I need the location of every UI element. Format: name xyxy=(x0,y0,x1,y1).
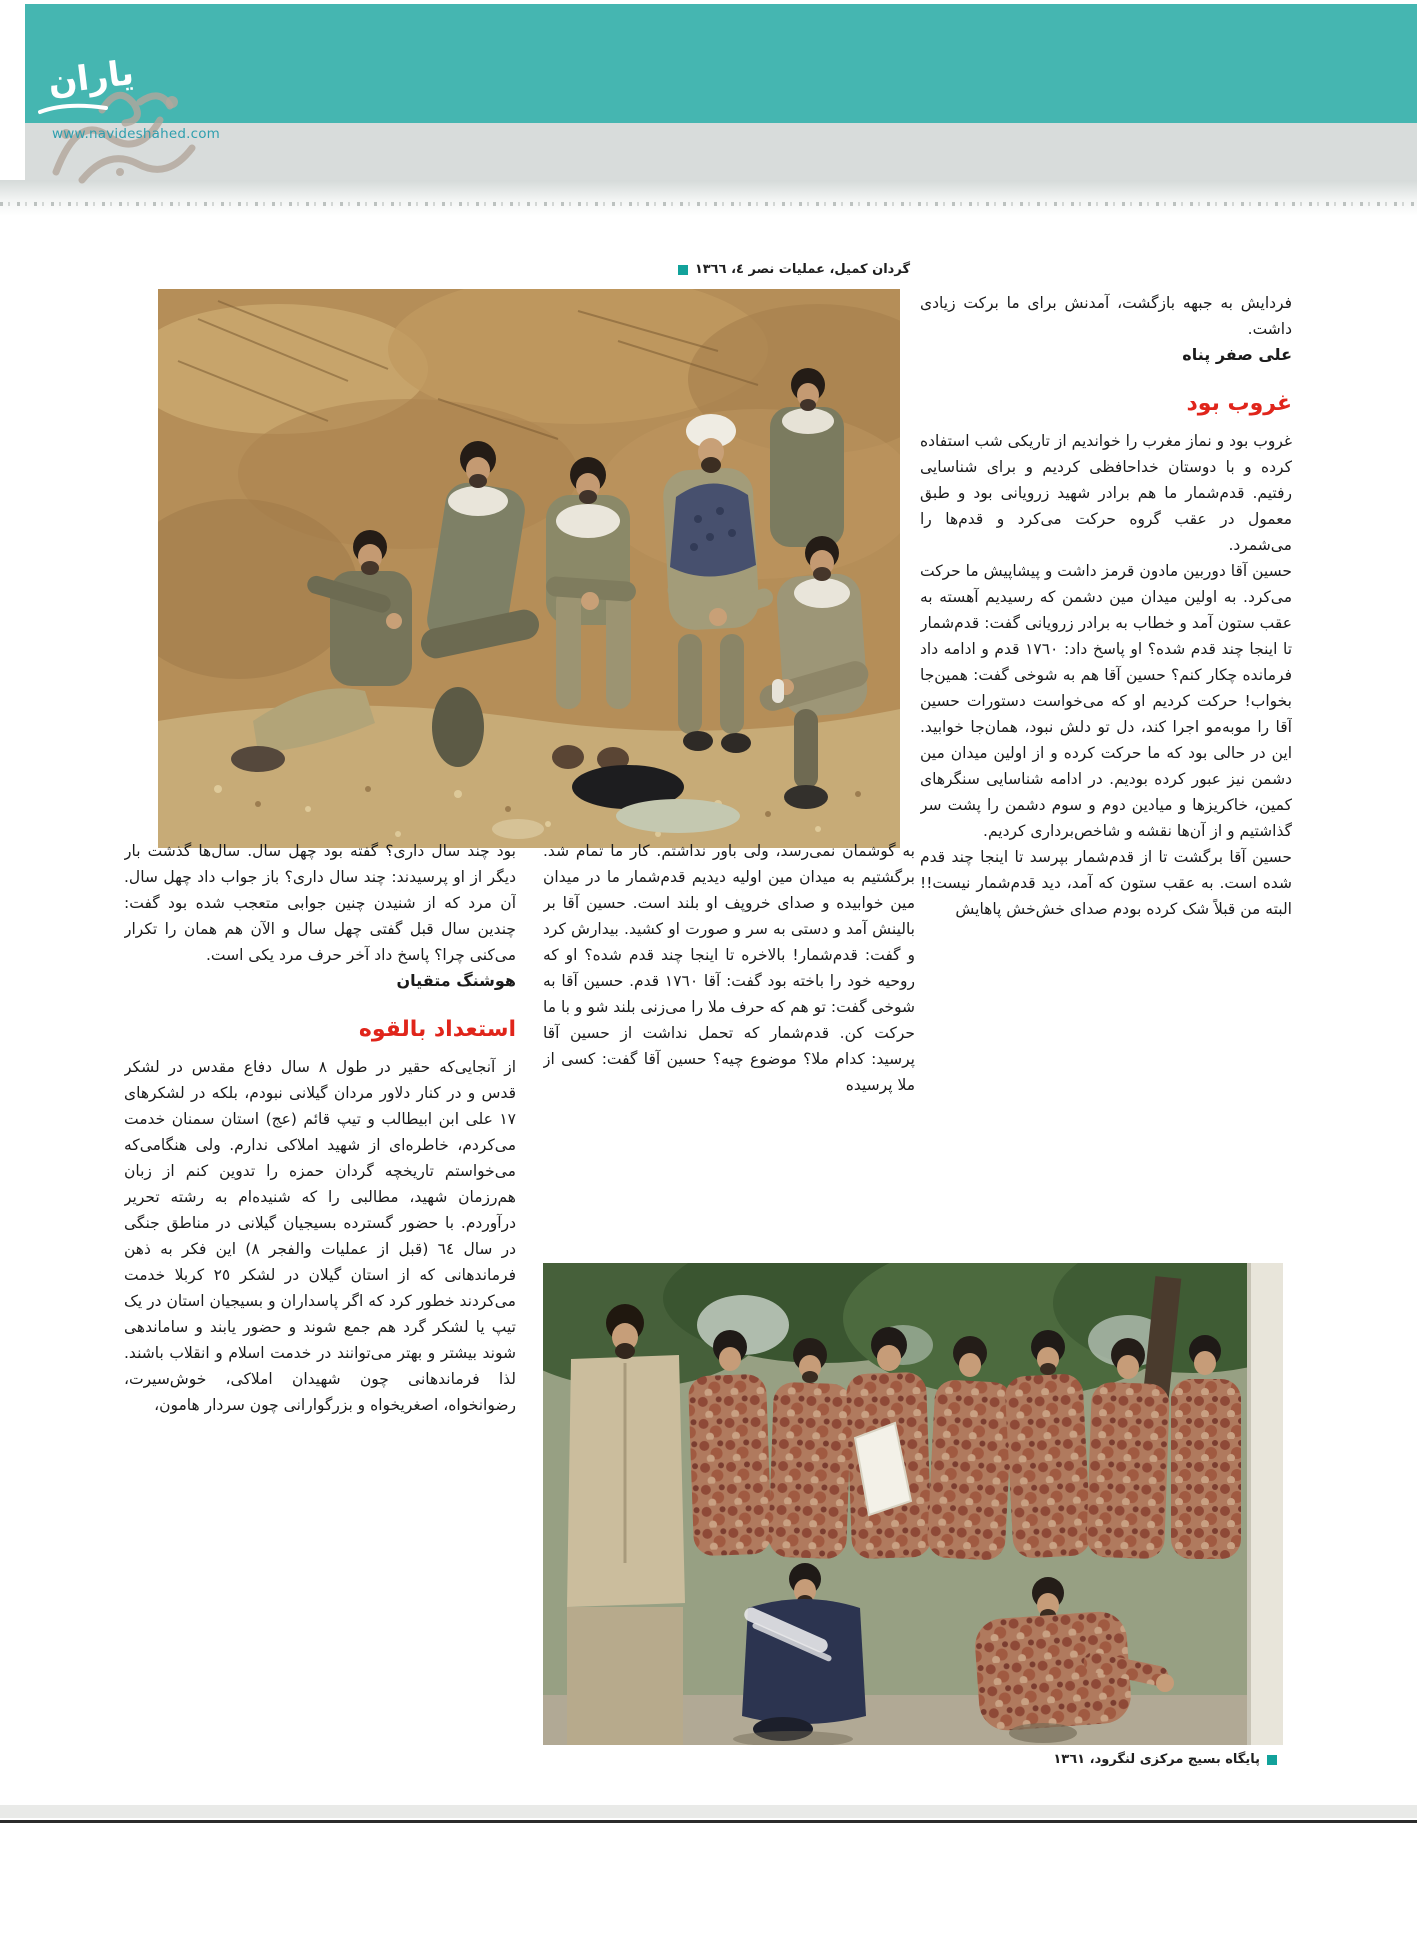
column-left xyxy=(124,838,516,1728)
bottom-photo-caption xyxy=(1053,1752,1277,1767)
bottom-photo-caption-text: پایگاه بسیج مرکزی لنگرود، ١٣٦١ xyxy=(1053,1752,1260,1767)
body-paragraph: حسین آقا دوربین مادون قرمز داشت و پیشاپیش ما حرکت می‌کرد. به اولین میدان مین دشمن که رسیدیم آهسته به عقب ستون آمد و خطاب به برادر زرویانی گفت: قدم‌شمار تا اینجا چند قدم شده؟ او پاسخ داد: ١٧٦٠ قدم و ادامه داد فرمانده چکار کنم؟ حسین آقا هم به شوخی گفت: همین‌جا بخواب! حرکت کردیم او که می‌خواست دستورات حسین آقا را موبه‌مو اجرا کند، دل تو دلش نبود، همان‌جا خوابید. این در حالی بود که ما حرکت کرده و از اولین میدان مین دشمن نیز عبور کرده بودیم. در ادامه شناسایی سنگرهای کمین، خاکریزها و میادین دوم و سوم دشمن را پشت سر گذاشتیم و از آن‌ها نقشه و شاخص‌برداری کردیم. xyxy=(920,562,1292,840)
logo-flourish-icon xyxy=(38,100,108,116)
header-gray-band xyxy=(25,123,1417,180)
caption-square-icon xyxy=(678,265,688,275)
section-heading: استعداد بالقوه xyxy=(358,1017,516,1042)
bottom-photo xyxy=(543,1263,1283,1745)
light-cloth xyxy=(616,799,740,833)
author-name: هوشنگ متقیان xyxy=(396,971,516,990)
footer-divider-line xyxy=(0,1820,1417,1823)
header-teal-band xyxy=(25,4,1417,123)
yaran-logo: یاران xyxy=(45,52,136,104)
top-photo-caption xyxy=(678,262,910,277)
intro-paragraph: فردایش به جبهه بازگشت، آمدنش برای ما برکت زیادی داشت. xyxy=(920,294,1292,338)
footer-divider-gray xyxy=(0,1805,1417,1818)
body-paragraph: از آنجایی‌که حقیر در طول ٨ سال دفاع مقدس در لشکر قدس و در کنار دلاور مردان گیلانی نبودم، بلکه در لشکرهای ١٧ علی ابن ابیطالب و تیپ قائم (عج) استان سمنان خدمت می‌کردم، خاطره‌ای از شهید املاکی ندارم. ولی هنگامی‌که می‌خواستم تاریخچه گردان حمزه را تدوین کنم از زبان هم‌رزمان شهید، مطالبی را که شنیده‌ام به رشته تحریر درآوردم. با حضور گسترده بسیجیان گیلانی در مناطق جنگی در سال ٦٤ (قبل از عملیات والفجر ٨) این فکر به ذهن فرماندهانی که از استان گیلان در لشکر ٢٥ کربلا خدمت می‌کردند خطور کرد که اگر پاسداران و بسیجیان استان در یک تیپ یا لشکر گرد هم جمع شوند و حضور یابند و ساماندهی شوند بیشتر و بهتر می‌توانند در خدمت اسلام و انقلاب باشند. لذا فرماندهانی چون شهیدان املاکی، خوش‌سیرت، رضوانخواه، اصغریخواه و بزرگوارانی چون سردار هامون، xyxy=(124,1058,516,1414)
body-paragraph: حسین آقا برگشت تا از قدم‌شمار بپرسد تا اینجا چند قدم شده است. به عقب ستون که آمد، دید قدم‌شمار نیست!! البته من قبلاً شک کرده بودم صدای خش‌خش پاهایش xyxy=(920,848,1292,918)
website-url: www.navideshahed.com xyxy=(52,126,221,142)
body-paragraph: به گوشمان نمی‌رسد، ولی باور نداشتم. کار ما تمام شد. برگشتیم به میدان مین اولیه دیدیم قدم‌شمار ما در میدان مین خوابیده و صدای خروپف او بلند است. حسین آقا بر بالینش آمد و دستی به سر و صورت او کشید. بیدارش کرد و گفت: قدم‌شمار! بالاخره تا اینجا چند قدم شده؟ او که روحیه خود را باخته بود گفت: آقا ١٧٦٠ قدم. حسین آقا به شوخی گفت: تو هم که حرف ملا را می‌زنی بلند شو و با ما حرکت کن. قدم‌شمار که تحمل نداشت از حسین آقا پرسید: کدام ملا؟ موضوع چیه؟ حسین آقا گفت: کسی از ملا پرسیده xyxy=(543,842,915,1094)
author-name: علی صفر پناه xyxy=(1182,345,1292,364)
khaki-man-figure xyxy=(567,1304,685,1745)
column-right xyxy=(920,290,1292,1256)
top-photo xyxy=(158,289,900,848)
white-pillar xyxy=(1249,1263,1283,1745)
top-photo-caption-text: گردان کمیل، عملیات نصر ٤، ١٣٦٦ xyxy=(694,262,910,277)
body-paragraph: غروب بود و نماز مغرب را خواندیم از تاریکی شب استفاده کرده و با دوستان خداحافظی کردیم و برای شناسایی رفتیم. قدم‌شمار ما هم برادر شهید زرویانی بود و طبق معمول در عقب گروه حرکت می‌کرد و قدم‌ها را می‌شمرد. xyxy=(920,432,1292,554)
header-texture-dots xyxy=(0,202,1417,206)
column-middle xyxy=(543,838,915,1240)
section-heading: غروب بود xyxy=(1186,391,1292,416)
body-paragraph: بود چند سال داری؟ گفته بود چهل سال. سال‌ها گذشت بار دیگر از او پرسیدند: چند سال داری؟ باز جواب داد چهل سال. آن مرد که از شنیدن چنین جوابی متعجب شده بود گفت: چندین سال قبل گفتی چهل سال و الآن هم همان را تکرار می‌کنی چرا؟ پاسخ داد آخر حرف مرد یکی است. xyxy=(124,842,516,964)
header-texture-strip xyxy=(0,180,1417,216)
caption-square-icon xyxy=(1267,1755,1277,1765)
